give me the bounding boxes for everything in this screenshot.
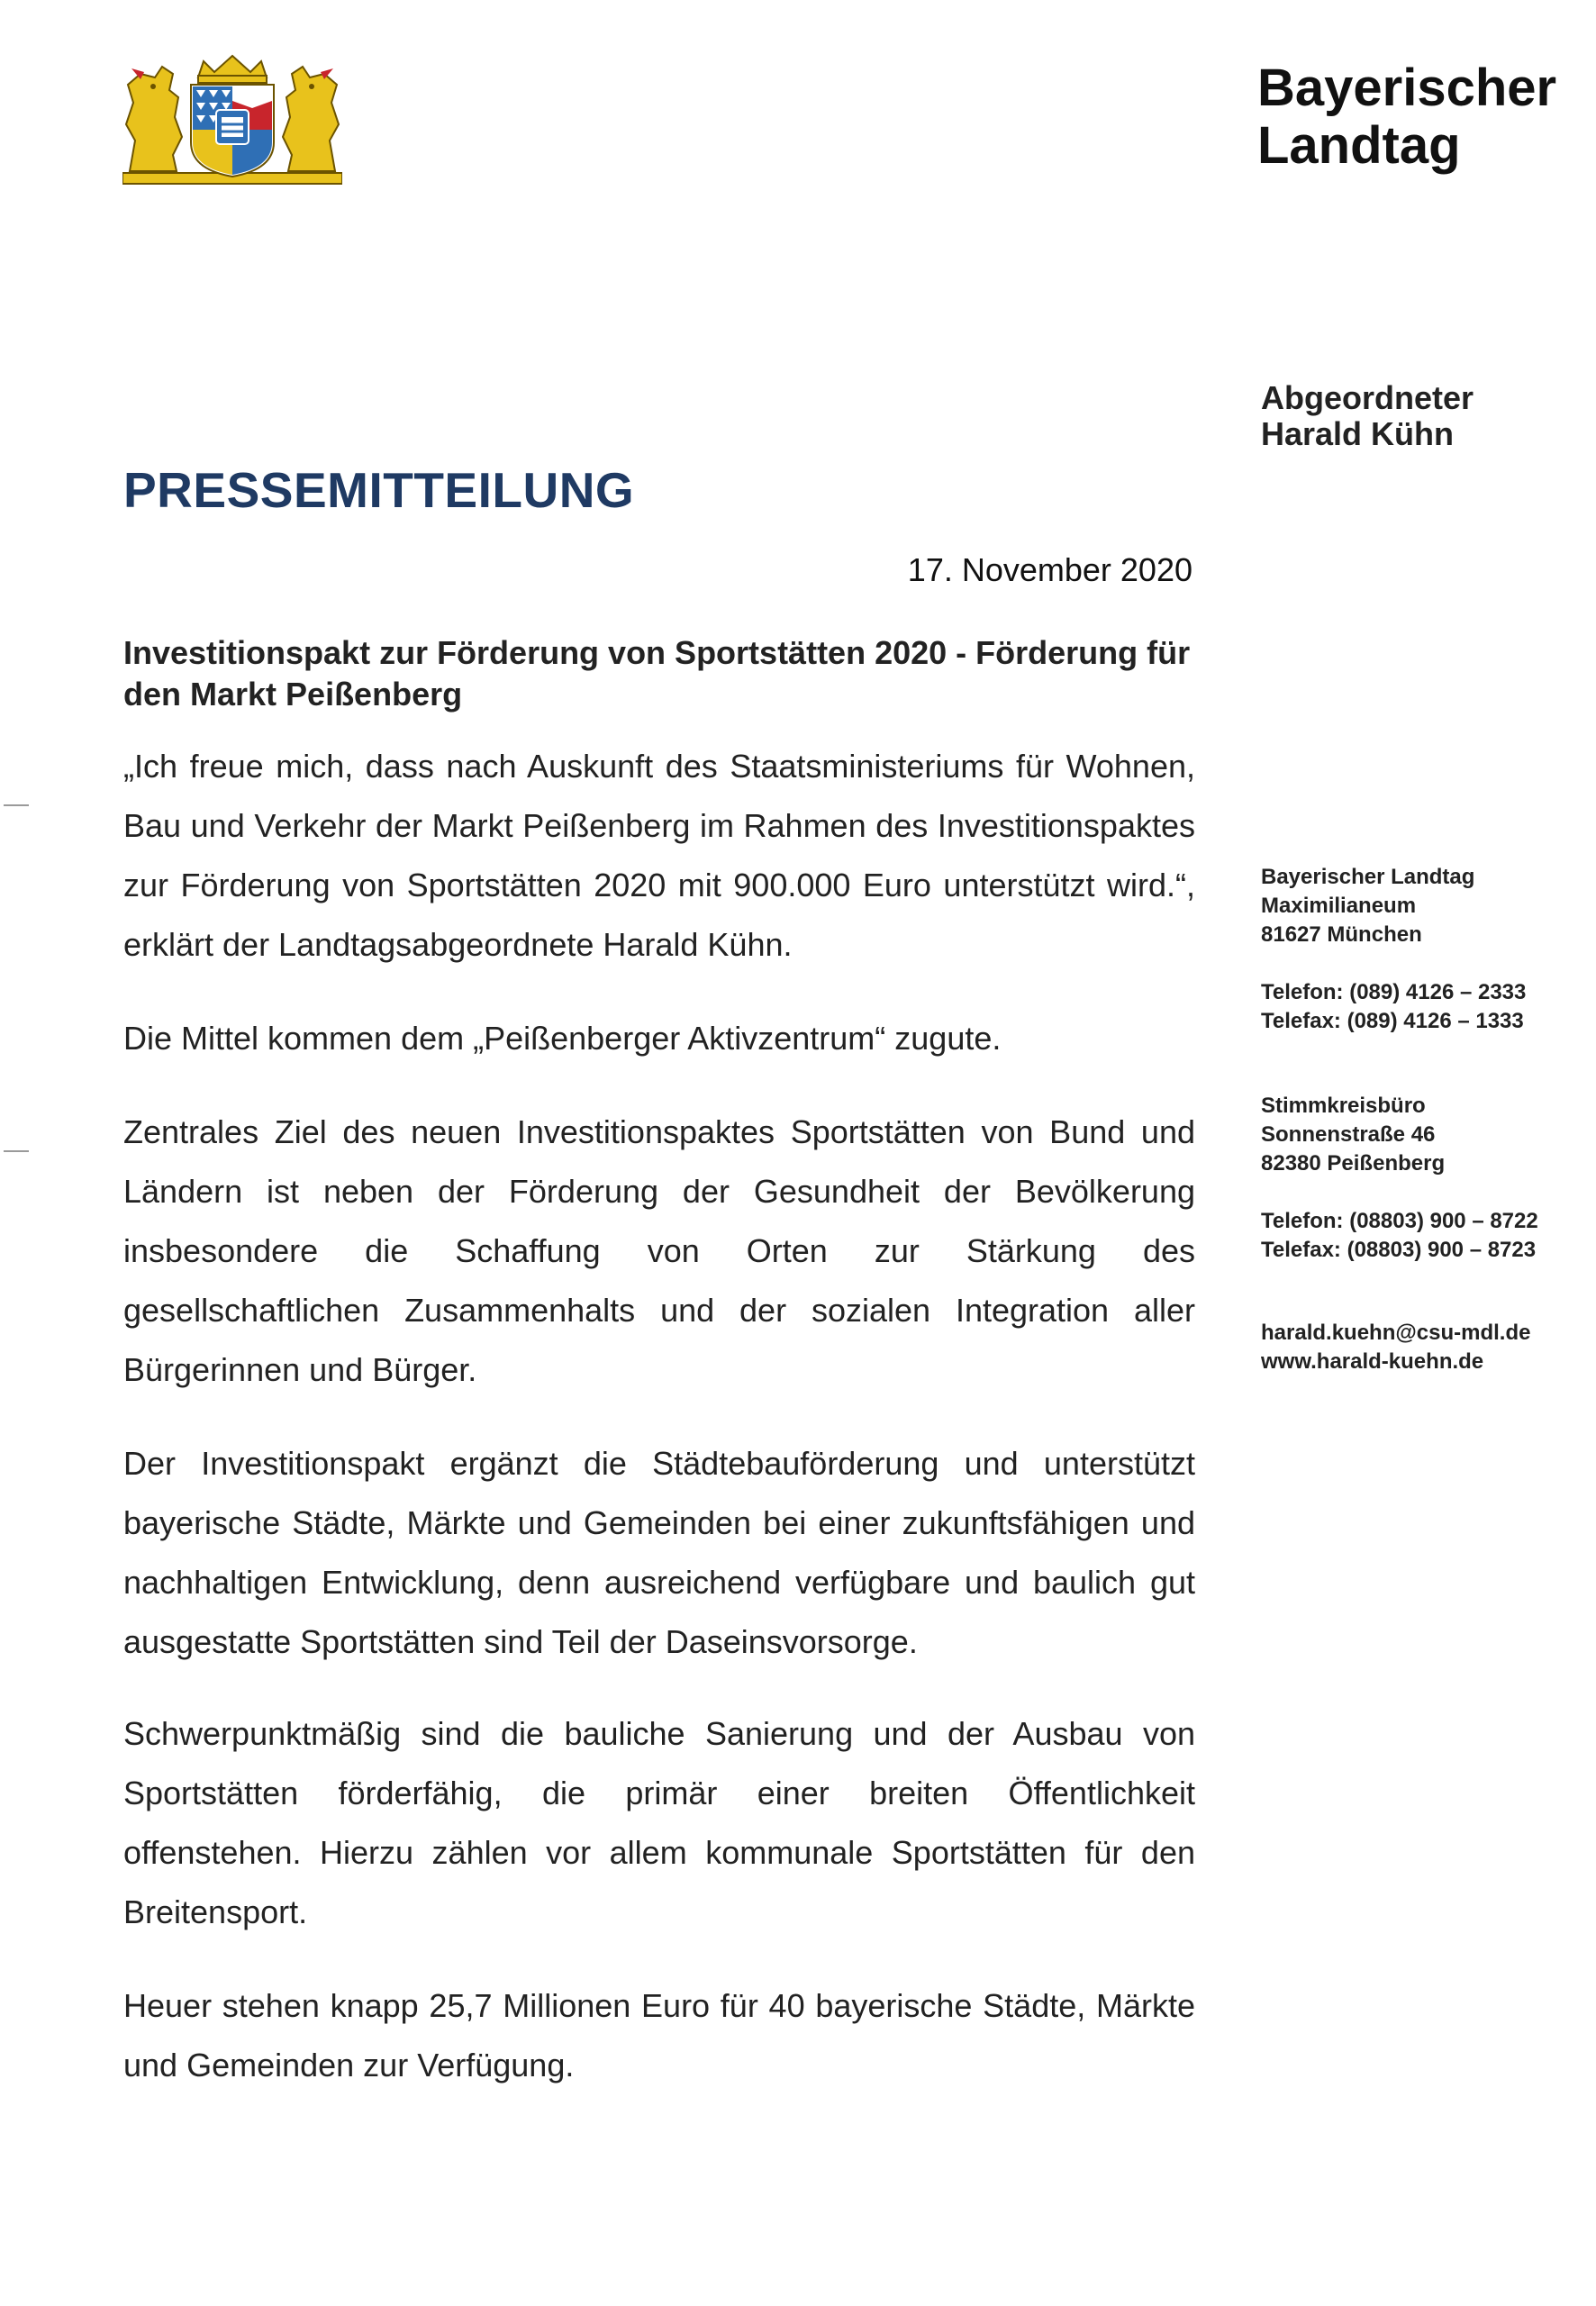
online-contact: [1261, 1319, 1530, 1376]
mp-title: Abgeordneter: [1261, 379, 1474, 416]
website-link[interactable]: www.harald-kuehn.de: [1261, 1349, 1484, 1374]
bavarian-coat-of-arms-icon: [122, 54, 342, 186]
email-link[interactable]: harald.kuehn@csu-mdl.de: [1261, 1321, 1531, 1345]
landtag-fax: Telefax: (089) 4126 – 1333: [1261, 1009, 1524, 1033]
office-phone: Telefon: (08803) 900 – 8722: [1261, 1209, 1538, 1233]
page-title: PRESSEMITTEILUNG: [123, 462, 635, 518]
punch-mark: [4, 1150, 29, 1152]
office-contact: [1261, 1207, 1538, 1265]
brand-line-2: Landtag: [1257, 116, 1461, 175]
brand-line-1: Bayerischer: [1257, 59, 1557, 117]
headline: Investitionspakt zur Förderung von Sportstätten 2020 - Förderung für den Markt Peißenberg: [123, 634, 1191, 713]
body-paragraph-3: Zentrales Ziel des neuen Investitionspaktes Sportstätten von Bund und Ländern ist neben der Förderung der Gesundheit der Bevölkerung insbesondere die Schaffung von Orten zur Stärkung des gesellschaftlichen Zusammenhalts und der sozialen Integration aller Bürgerinnen und Bürger.: [123, 1113, 1195, 1388]
office-street: Sonnenstraße 46: [1261, 1122, 1436, 1147]
body-paragraph-4: Der Investitionspakt ergänzt die Städtebauförderung und unterstützt bayerische Städte, Märkte und Gemeinden bei einer zukunftsfähigen und nachhaltigen Entwicklung, denn ausreichend verfügbare und baulich gut ausgestatte Sportstätten sind Teil der Daseinsvorsorge.: [123, 1445, 1195, 1660]
landtag-phone: Telefon: (089) 4126 – 2333: [1261, 980, 1527, 1004]
body-paragraph-1: „Ich freue mich, dass nach Auskunft des Staatsministeriums für Wohnen, Bau und Verkehr der Markt Peißenberg im Rahmen des Investitionspaktes zur Förderung von Sportstätten 2020 mit 900.000 Euro unterstützt wird.“, erklärt der Landtagsabgeordnete Harald Kühn.: [123, 748, 1195, 963]
body-paragraph-2: Die Mittel kommen dem „Peißenberger Aktivzentrum“ zugute.: [123, 1020, 1002, 1057]
landtag-name: Bayerischer Landtag: [1261, 865, 1475, 889]
body-paragraph-5: Schwerpunktmäßig sind die bauliche Sanierung und der Ausbau von Sportstätten förderfähig, die primär einer breiten Öffentlichkeit offenstehen. Hierzu zählen vor allem kommunale Sportstätten für den Breitensport.: [123, 1715, 1195, 1930]
office-address: [1261, 1092, 1445, 1178]
landtag-city: 81627 München: [1261, 922, 1422, 947]
mp-name: Harald Kühn: [1261, 415, 1455, 452]
landtag-contact: [1261, 978, 1526, 1036]
brand-wordmark: [1257, 59, 1556, 175]
release-date: 17. November 2020: [907, 551, 1192, 588]
office-fax: Telefax: (08803) 900 – 8723: [1261, 1238, 1537, 1262]
landtag-address: [1261, 863, 1474, 949]
office-city: 82380 Peißenberg: [1261, 1151, 1446, 1176]
body-paragraph-6: Heuer stehen knapp 25,7 Millionen Euro für 40 bayerische Städte, Märkte und Gemeinden zur Verfügung.: [123, 1987, 1195, 2084]
fold-mark: [4, 804, 29, 806]
landtag-building: Maximilianeum: [1261, 894, 1417, 918]
office-name: Stimmkreisbüro: [1261, 1094, 1426, 1118]
mp-block: [1261, 380, 1474, 452]
